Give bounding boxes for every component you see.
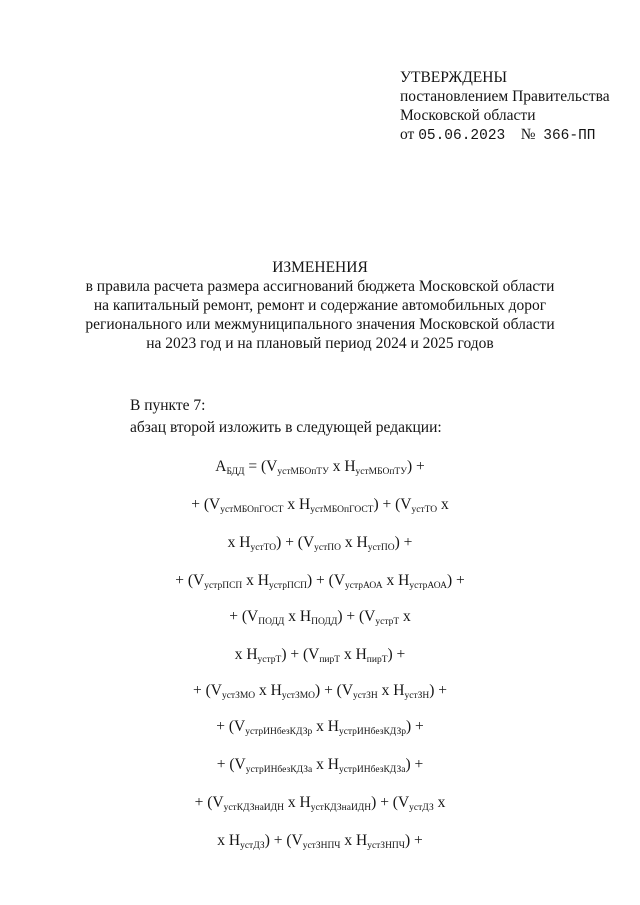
formula-subscript: ПОДД bbox=[311, 617, 338, 627]
formula-subscript: БДД bbox=[226, 467, 245, 477]
title-line-4: на 2023 год и на плановый период 2024 и 2025 годов bbox=[146, 335, 494, 352]
formula-subscript: устДЗ bbox=[409, 803, 434, 813]
formula-subscript: устМБОпТУ bbox=[277, 467, 329, 477]
formula-subscript: устКДЗнаИДН bbox=[223, 803, 285, 813]
formula-subscript: пирТ bbox=[319, 655, 341, 665]
formula-subscript: устрПСП bbox=[268, 581, 308, 591]
formula-subscript: устМБОпГОСТ bbox=[220, 505, 284, 515]
approval-number: 366-ПП bbox=[543, 128, 596, 144]
formula-subscript: устМБОпТУ bbox=[355, 467, 407, 477]
formula-subscript: устЗН bbox=[404, 691, 430, 701]
formula-subscript: устПО bbox=[314, 543, 342, 553]
formula-subscript: пирТ bbox=[366, 655, 388, 665]
instruction-text: абзац второй изложить в следующей редакции: bbox=[130, 419, 442, 436]
formula-subscript: устрИНбезКДЗа bbox=[338, 765, 406, 775]
formula-subscript: устЗНПЧ bbox=[302, 841, 341, 851]
title-line-3: регионального или межмуниципального значения Московской области bbox=[85, 316, 555, 333]
formula-subscript: устЗН bbox=[353, 691, 378, 701]
formula-subscript: устДЗ bbox=[240, 841, 265, 851]
formula-subscript: устКДЗнаИДН bbox=[310, 803, 372, 813]
formula-line: + ($V_{ПОДД}$ x $H_{ПОДД}) + (V_{устрТ}$ x bbox=[229, 608, 411, 627]
date-prefix: от bbox=[400, 126, 415, 143]
formula-line: + ($V_{устрИНбезКДЗа}$ x $H_{устрИНбезКДЗа}$) + bbox=[216, 756, 424, 775]
formula-subscript: устМБОпГОСТ bbox=[310, 505, 374, 515]
document-title bbox=[80, 258, 560, 353]
formula-line: + ($V_{устрПСП}$ x $H_{устрПСП}) + (V_{устрАОА}$ x $H_{устрАОА}$) + bbox=[175, 572, 465, 591]
formula-subscript: устрТ bbox=[375, 617, 400, 627]
approval-date: 05.06.2023 bbox=[418, 128, 506, 144]
formula-subscript: устПО bbox=[367, 543, 395, 553]
title-line-1: в правила расчета размера ассигнований бюджета Московской области bbox=[85, 278, 555, 295]
formula-line: + ($V_{устМБОпГОСТ}$ x $H_{устМБОпГОСТ}) + (V_{устТО}$ x bbox=[191, 496, 449, 515]
formula-subscript: устрПСП bbox=[204, 581, 243, 591]
approval-line-1: постановлением Правительства bbox=[400, 88, 610, 105]
formula-line: $A_{БДД} = (V_{устМБОпТУ}$ x $H_{устМБОпТУ}$) + bbox=[215, 458, 425, 477]
formula-line: + ($V_{устрИНбезКДЗр}$ x $H_{устрИНбезКДЗр}$) + bbox=[216, 718, 424, 737]
title-heading: ИЗМЕНЕНИЯ bbox=[272, 259, 368, 276]
formula-line: x $H_{устТО}) + (V_{устПО}$ x $H_{устПО}$) + bbox=[227, 534, 413, 553]
title-line-2: на капитальный ремонт, ремонт и содержание автомобильных дорог bbox=[93, 297, 547, 314]
point-reference: В пункте 7: bbox=[130, 397, 206, 414]
formula-subscript: устрАОА bbox=[345, 581, 383, 591]
formula-subscript: устрАОА bbox=[409, 581, 447, 591]
approval-block bbox=[400, 68, 610, 146]
formula-line: + ($V_{устЗМО}$ x $H_{устЗМО}) + (V_{устЗН}$ x $H_{устЗН}$) + bbox=[192, 682, 448, 701]
formula-line: + ($V_{устКДЗнаИДН}$ x $H_{устКДЗнаИДН}) + (V_{устДЗ}$ x bbox=[194, 794, 446, 813]
formula-subscript: устЗМО bbox=[281, 691, 316, 701]
formula-subscript: устрТ bbox=[257, 655, 282, 665]
formula-subscript: устрИНбезКДЗр bbox=[338, 727, 407, 737]
formula-subscript: устЗНПЧ bbox=[367, 841, 405, 851]
formula-subscript: устЗМО bbox=[221, 691, 256, 701]
number-sign: № bbox=[520, 126, 536, 143]
formula-line: x $H_{устДЗ}) + (V_{устЗНПЧ}$ x $H_{устЗНПЧ}$) + bbox=[217, 832, 423, 851]
formula-subscript: устТО bbox=[250, 543, 277, 553]
approval-heading: УТВЕРЖДЕНЫ bbox=[400, 69, 507, 86]
formula-subscript: устрИНбезКДЗр bbox=[245, 727, 313, 737]
approval-date-line bbox=[400, 125, 610, 146]
formula-subscript: устТО bbox=[411, 505, 438, 515]
formula-line: x $H_{устрТ}) + (V_{пирТ}$ x $H_{пирТ}$) + bbox=[234, 646, 406, 665]
formula-subscript: устрИНбезКДЗа bbox=[245, 765, 313, 775]
formula-subscript: ПОДД bbox=[258, 617, 285, 627]
approval-line-2: Московской области bbox=[400, 107, 536, 124]
